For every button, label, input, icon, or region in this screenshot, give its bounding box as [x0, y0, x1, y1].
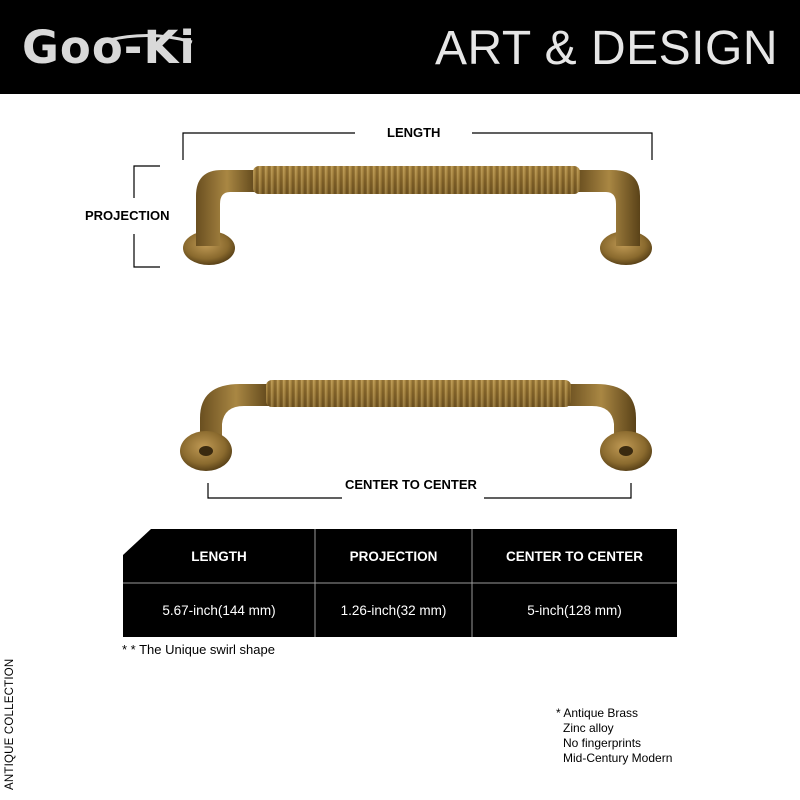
right-leg: [578, 170, 640, 246]
feature-title: * Antique Brass: [556, 706, 639, 720]
handle-side-view: [183, 166, 652, 265]
spec-header-center: CENTER TO CENTER: [505, 548, 643, 564]
feature-item: Mid-Century Modern: [563, 751, 673, 765]
spec-table: [123, 529, 677, 637]
swirl-note: * * The Unique swirl shape: [122, 642, 275, 657]
feature-list: [556, 706, 672, 766]
feature-item: No fingerprints: [563, 736, 642, 750]
spec-value-projection: 1.26-inch(32 mm): [340, 602, 447, 618]
left-screw-hole-icon: [199, 446, 213, 456]
right-screw-hole-icon: [619, 446, 633, 456]
logo-text: Goo-Ki: [22, 21, 196, 74]
collection-label: ANTIQUE COLLECTION: [4, 658, 16, 790]
spec-value-center: 5-inch(128 mm): [527, 602, 622, 618]
header-tagline: ART & DESIGN: [435, 22, 778, 75]
left-leg: [196, 170, 258, 246]
feature-item: Zinc alloy: [563, 721, 614, 735]
center-to-center-label: CENTER TO CENTER: [345, 477, 477, 492]
projection-label: PROJECTION: [85, 208, 170, 223]
length-label: LENGTH: [387, 125, 441, 140]
spec-header-projection: PROJECTION: [349, 548, 438, 564]
spec-value-length: 5.67-inch(144 mm): [162, 602, 276, 618]
spec-header-length: LENGTH: [191, 548, 247, 564]
handle-front-view: [180, 380, 652, 471]
